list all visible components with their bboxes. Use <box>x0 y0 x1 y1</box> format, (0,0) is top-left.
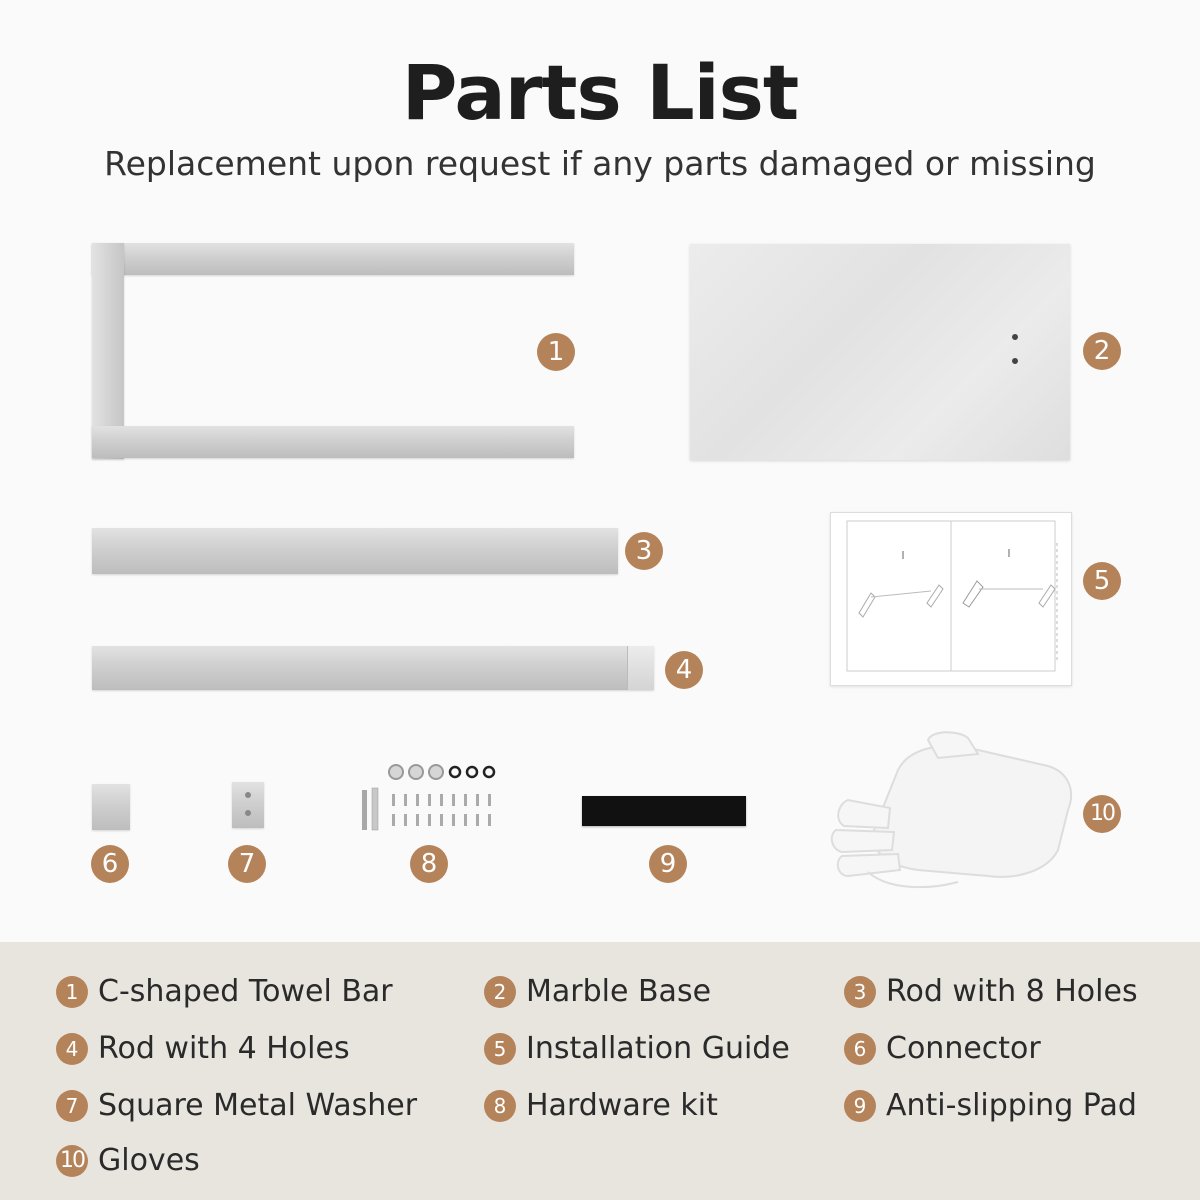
legend-badge: 7 <box>56 1090 88 1122</box>
legend-label: Installation Guide <box>526 1031 790 1066</box>
legend-badge: 3 <box>844 976 876 1008</box>
badge-10: 10 <box>1083 795 1121 833</box>
legend-badge: 4 <box>56 1033 88 1065</box>
legend-item-connector <box>844 1031 1041 1066</box>
rod-4-holes-image <box>92 646 654 690</box>
legend-badge: 5 <box>484 1033 516 1065</box>
hardware-kit-image <box>356 760 502 832</box>
installation-guide-image <box>830 512 1072 686</box>
badge-5: 5 <box>1083 562 1121 600</box>
legend-label: Connector <box>886 1031 1041 1066</box>
legend-badge: 2 <box>484 976 516 1008</box>
legend-badge: 9 <box>844 1090 876 1122</box>
legend-item-marble-base <box>484 974 711 1009</box>
badge-6: 6 <box>91 845 129 883</box>
badge-4: 4 <box>665 651 703 689</box>
legend-label: Anti-slipping Pad <box>886 1088 1137 1123</box>
legend-item-rod-8-holes <box>844 974 1138 1009</box>
legend-label: Rod with 8 Holes <box>886 974 1138 1009</box>
legend-label: Marble Base <box>526 974 712 1009</box>
legend-item-gloves <box>56 1143 200 1178</box>
legend-item-square-metal-washer <box>56 1088 417 1123</box>
badge-2: 2 <box>1083 332 1121 370</box>
legend-item-installation-guide <box>484 1031 790 1066</box>
legend-label: Rod with 4 Holes <box>98 1031 350 1066</box>
anti-slipping-pad-image <box>582 796 746 826</box>
badge-9: 9 <box>649 845 687 883</box>
legend-label: C-shaped Towel Bar <box>98 974 393 1009</box>
rod-8-holes-image <box>92 528 618 574</box>
legend-label: Hardware kit <box>526 1088 718 1123</box>
marble-base-image <box>690 244 1070 460</box>
badge-7: 7 <box>228 845 266 883</box>
legend-label: Square Metal Washer <box>98 1088 418 1123</box>
legend-item-hardware-kit <box>484 1088 718 1123</box>
page-title: Parts List <box>401 48 799 137</box>
legend-item-anti-slipping-pad <box>844 1088 1137 1123</box>
connector-image <box>92 784 130 830</box>
square-metal-washer-image <box>232 782 264 828</box>
badge-1: 1 <box>537 333 575 371</box>
legend-badge: 6 <box>844 1033 876 1065</box>
gloves-image <box>828 730 1078 892</box>
legend-badge: 8 <box>484 1090 516 1122</box>
legend-item-rod-4-holes <box>56 1031 350 1066</box>
badge-3: 3 <box>625 532 663 570</box>
badge-8: 8 <box>410 845 448 883</box>
legend-item-c-shaped-towel-bar <box>56 974 393 1009</box>
legend-badge: 10 <box>56 1145 88 1177</box>
legend-label: Gloves <box>98 1143 200 1178</box>
page-subtitle: Replacement upon request if any parts damaged or missing <box>104 144 1096 183</box>
legend-badge: 1 <box>56 976 88 1008</box>
